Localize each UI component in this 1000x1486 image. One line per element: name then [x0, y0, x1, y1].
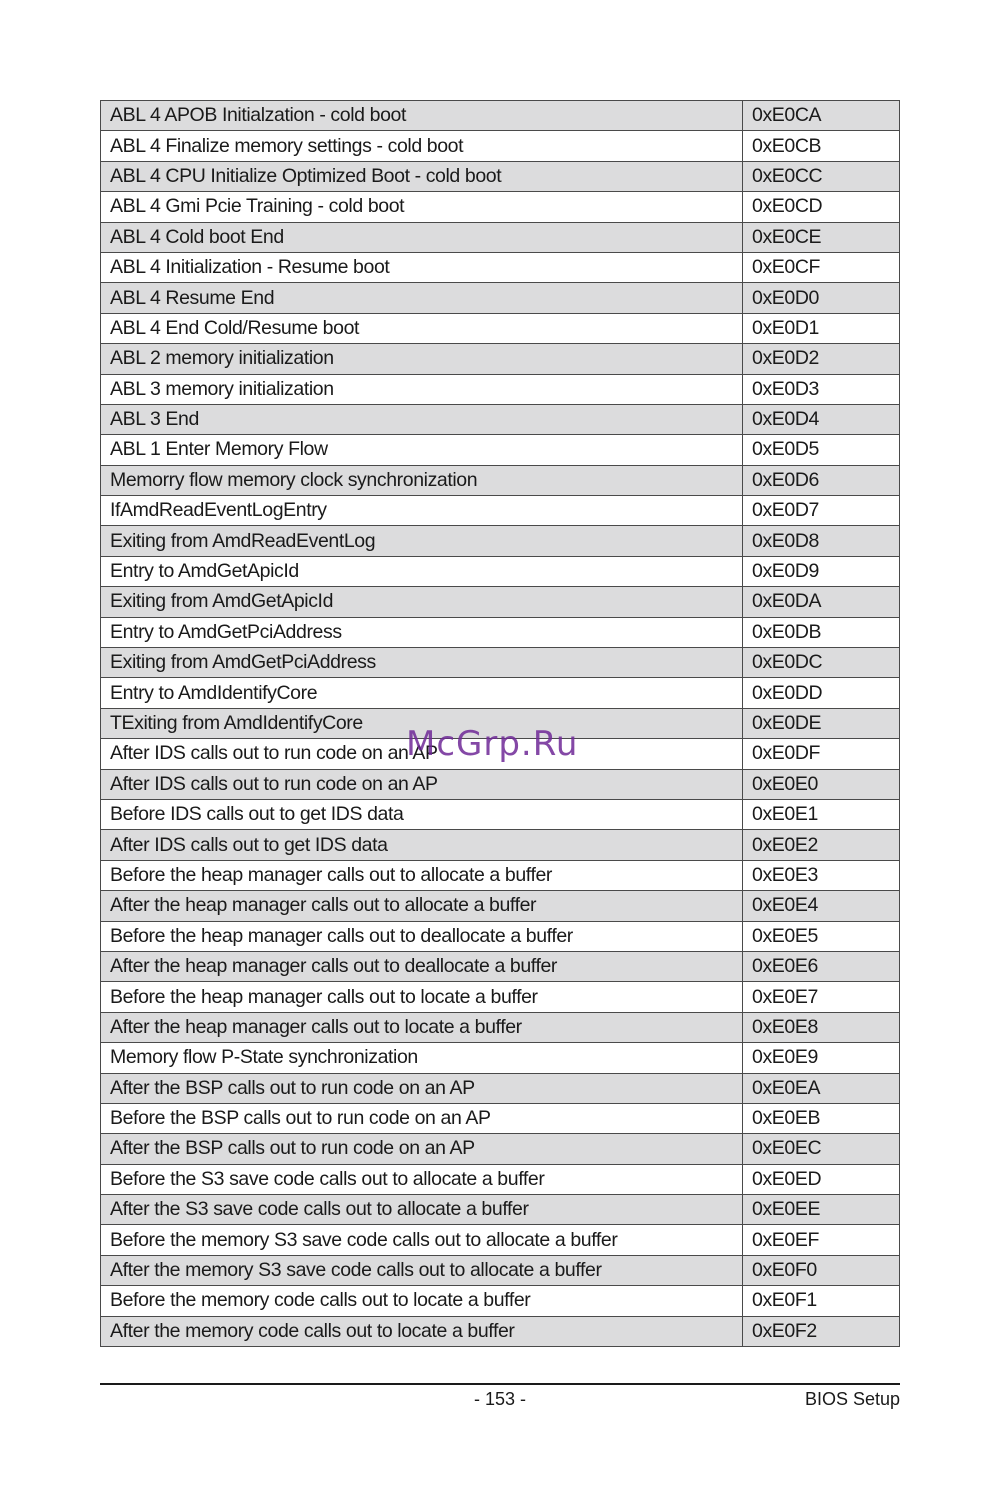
code-cell: 0xE0E1	[743, 799, 900, 829]
code-cell: 0xE0D5	[743, 435, 900, 465]
table-row	[101, 1225, 900, 1255]
table-row	[101, 678, 900, 708]
code-cell: 0xE0D1	[743, 313, 900, 343]
description-cell: After the BSP calls out to run code on an AP	[101, 1134, 743, 1164]
table-row	[101, 252, 900, 282]
table-row	[101, 374, 900, 404]
description-cell: Entry to AmdGetApicId	[101, 556, 743, 586]
code-cell: 0xE0CC	[743, 161, 900, 191]
code-cell: 0xE0F1	[743, 1286, 900, 1316]
description-cell: After the heap manager calls out to locate a buffer	[101, 1012, 743, 1042]
description-cell: Before the memory S3 save code calls out to allocate a buffer	[101, 1225, 743, 1255]
code-cell: 0xE0E5	[743, 921, 900, 951]
description-cell: After the heap manager calls out to deallocate a buffer	[101, 951, 743, 981]
code-cell: 0xE0E2	[743, 830, 900, 860]
description-cell: ABL 3 End	[101, 404, 743, 434]
watermark-text: McGrp.Ru	[406, 724, 579, 764]
table-row	[101, 921, 900, 951]
description-cell: Entry to AmdGetPciAddress	[101, 617, 743, 647]
table-row	[101, 799, 900, 829]
code-cell: 0xE0CD	[743, 192, 900, 222]
description-cell: After IDS calls out to run code on an AP	[101, 739, 743, 769]
post-code-table	[100, 100, 900, 1347]
description-cell: Before the heap manager calls out to allocate a buffer	[101, 860, 743, 890]
description-cell: Before the S3 save code calls out to allocate a buffer	[101, 1164, 743, 1194]
code-cell: 0xE0EA	[743, 1073, 900, 1103]
table-row	[101, 222, 900, 252]
code-cell: 0xE0DA	[743, 587, 900, 617]
code-cell: 0xE0DF	[743, 739, 900, 769]
description-cell: After the memory S3 save code calls out to allocate a buffer	[101, 1255, 743, 1285]
page-number: - 153 -	[473, 1389, 527, 1409]
description-cell: ABL 4 Gmi Pcie Training - cold boot	[101, 192, 743, 222]
table-row	[101, 1195, 900, 1225]
table-row	[101, 1103, 900, 1133]
code-cell: 0xE0CA	[743, 101, 900, 131]
description-cell: ABL 4 End Cold/Resume boot	[101, 313, 743, 343]
description-cell: Before the heap manager calls out to deallocate a buffer	[101, 921, 743, 951]
table-row	[101, 587, 900, 617]
description-cell: TExiting from AmdIdentifyCore	[101, 708, 743, 738]
code-cell: 0xE0EF	[743, 1225, 900, 1255]
table-row	[101, 344, 900, 374]
description-cell: Before the BSP calls out to run code on an AP	[101, 1103, 743, 1133]
code-cell: 0xE0E0	[743, 769, 900, 799]
table-row	[101, 1134, 900, 1164]
description-cell: Before the memory code calls out to locate a buffer	[101, 1286, 743, 1316]
table-row	[101, 435, 900, 465]
code-cell: 0xE0DB	[743, 617, 900, 647]
table-row	[101, 951, 900, 981]
description-cell: ABL 4 Cold boot End	[101, 222, 743, 252]
table-row	[101, 739, 900, 769]
table-row	[101, 404, 900, 434]
description-cell: ABL 4 Finalize memory settings - cold boot	[101, 131, 743, 161]
description-cell: Memory flow P-State synchronization	[101, 1043, 743, 1073]
code-cell: 0xE0D9	[743, 556, 900, 586]
code-cell: 0xE0D2	[743, 344, 900, 374]
table-row	[101, 1255, 900, 1285]
table-row	[101, 556, 900, 586]
table-row	[101, 496, 900, 526]
code-cell: 0xE0D3	[743, 374, 900, 404]
table-row	[101, 860, 900, 890]
code-cell: 0xE0CF	[743, 252, 900, 282]
table-row	[101, 161, 900, 191]
code-cell: 0xE0ED	[743, 1164, 900, 1194]
table-row	[101, 1043, 900, 1073]
description-cell: IfAmdReadEventLogEntry	[101, 496, 743, 526]
code-cell: 0xE0DD	[743, 678, 900, 708]
description-cell: ABL 3 memory initialization	[101, 374, 743, 404]
code-cell: 0xE0E7	[743, 982, 900, 1012]
code-cell: 0xE0CE	[743, 222, 900, 252]
description-cell: Exiting from AmdGetApicId	[101, 587, 743, 617]
code-cell: 0xE0CB	[743, 131, 900, 161]
code-cell: 0xE0EE	[743, 1195, 900, 1225]
code-cell: 0xE0E4	[743, 891, 900, 921]
description-cell: After the S3 save code calls out to allocate a buffer	[101, 1195, 743, 1225]
table-row	[101, 891, 900, 921]
description-cell: After IDS calls out to get IDS data	[101, 830, 743, 860]
description-cell: Entry to AmdIdentifyCore	[101, 678, 743, 708]
code-cell: 0xE0D8	[743, 526, 900, 556]
code-cell: 0xE0F0	[743, 1255, 900, 1285]
table-row	[101, 648, 900, 678]
description-cell: ABL 4 Initialization - Resume boot	[101, 252, 743, 282]
description-cell: After the memory code calls out to locate a buffer	[101, 1316, 743, 1346]
code-cell: 0xE0D7	[743, 496, 900, 526]
code-cell: 0xE0DE	[743, 708, 900, 738]
table-row	[101, 465, 900, 495]
footer-rule	[100, 1383, 900, 1385]
table-row	[101, 1073, 900, 1103]
description-cell: After the BSP calls out to run code on an AP	[101, 1073, 743, 1103]
table-row	[101, 1316, 900, 1346]
description-cell: Exiting from AmdGetPciAddress	[101, 648, 743, 678]
footer-section-name: BIOS Setup	[804, 1389, 900, 1409]
description-cell: ABL 4 Resume End	[101, 283, 743, 313]
description-cell: Exiting from AmdReadEventLog	[101, 526, 743, 556]
description-cell: ABL 1 Enter Memory Flow	[101, 435, 743, 465]
description-cell: After IDS calls out to run code on an AP	[101, 769, 743, 799]
description-cell: Memorry flow memory clock synchronization	[101, 465, 743, 495]
code-cell: 0xE0D6	[743, 465, 900, 495]
table-row	[101, 1164, 900, 1194]
code-cell: 0xE0E8	[743, 1012, 900, 1042]
table-row	[101, 131, 900, 161]
table-row	[101, 830, 900, 860]
table-row	[101, 526, 900, 556]
code-cell: 0xE0F2	[743, 1316, 900, 1346]
table-row	[101, 617, 900, 647]
code-cell: 0xE0E6	[743, 951, 900, 981]
table-row	[101, 1286, 900, 1316]
table-row	[101, 313, 900, 343]
code-cell: 0xE0D4	[743, 404, 900, 434]
code-cell: 0xE0D0	[743, 283, 900, 313]
description-cell: ABL 4 CPU Initialize Optimized Boot - cold boot	[101, 161, 743, 191]
description-cell: After the heap manager calls out to allocate a buffer	[101, 891, 743, 921]
code-cell: 0xE0E9	[743, 1043, 900, 1073]
code-cell: 0xE0E3	[743, 860, 900, 890]
description-cell: Before the heap manager calls out to locate a buffer	[101, 982, 743, 1012]
code-cell: 0xE0EB	[743, 1103, 900, 1133]
description-cell: ABL 4 APOB Initialzation - cold boot	[101, 101, 743, 131]
code-cell: 0xE0EC	[743, 1134, 900, 1164]
table-row	[101, 1012, 900, 1042]
table-row	[101, 101, 900, 131]
code-table-body	[101, 101, 900, 1347]
description-cell: ABL 2 memory initialization	[101, 344, 743, 374]
table-row	[101, 769, 900, 799]
table-row	[101, 192, 900, 222]
description-cell: Before IDS calls out to get IDS data	[101, 799, 743, 829]
code-cell: 0xE0DC	[743, 648, 900, 678]
table-row	[101, 283, 900, 313]
table-row	[101, 708, 900, 738]
table-row	[101, 982, 900, 1012]
